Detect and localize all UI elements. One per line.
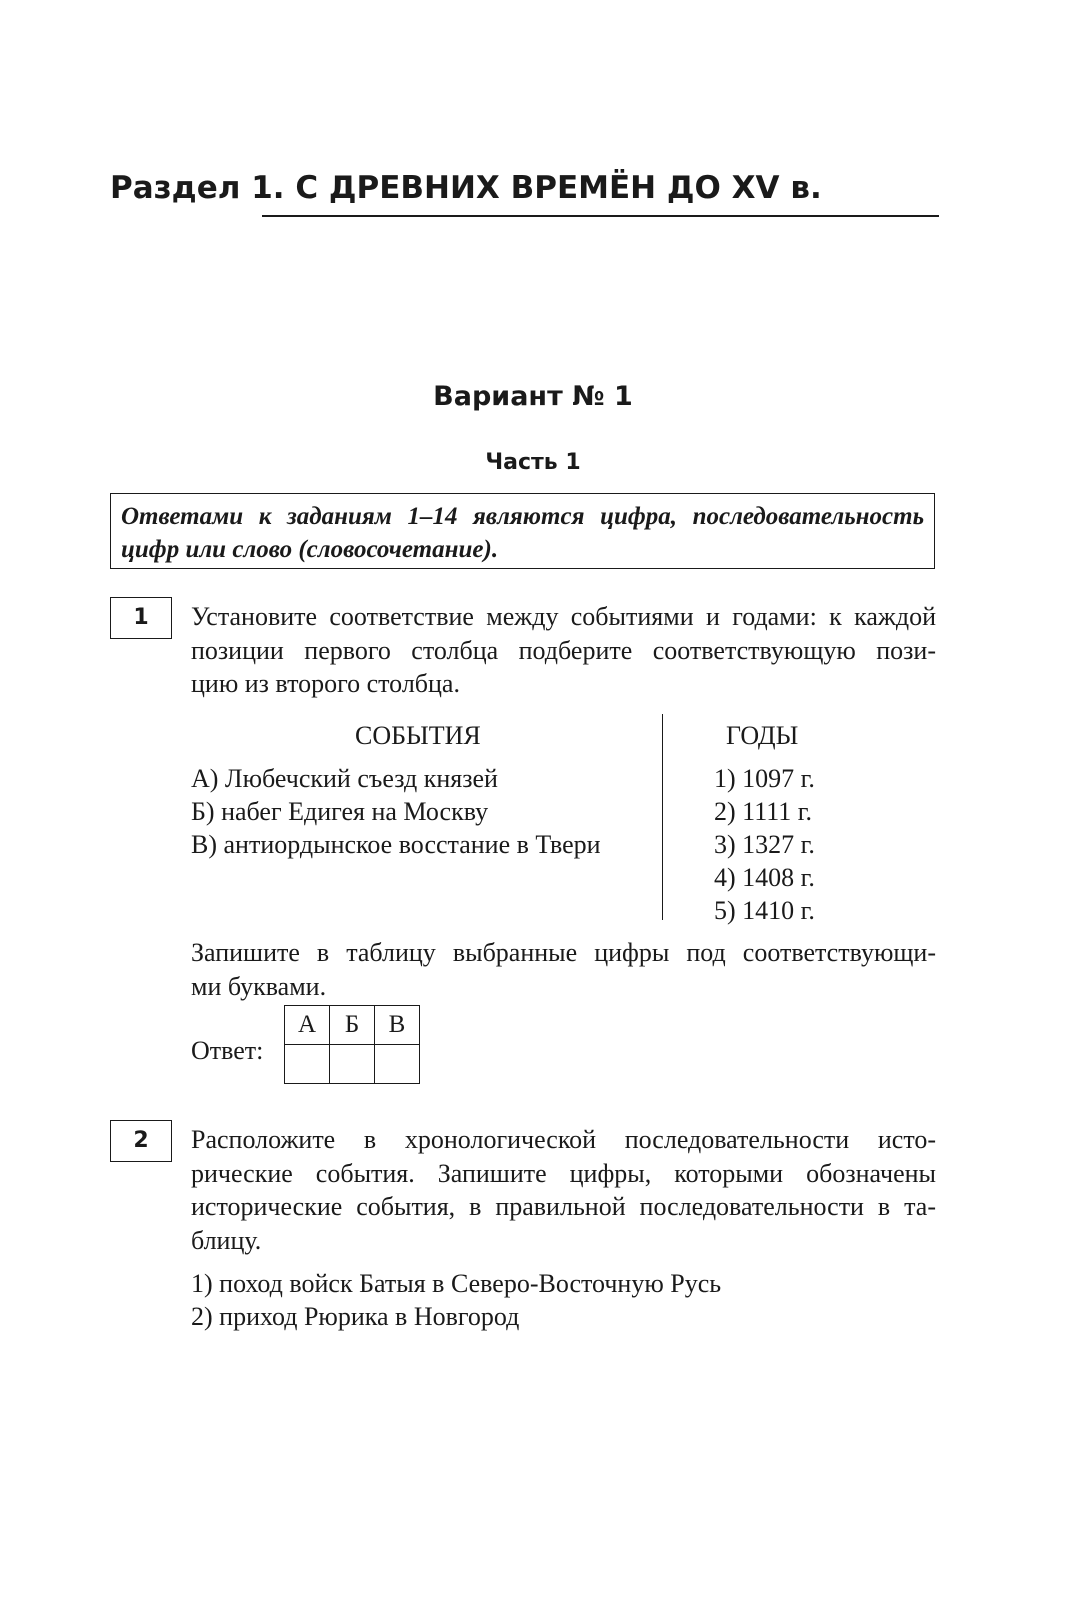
year-item: 5) 1410 г. bbox=[714, 896, 815, 925]
task-1-write-line: ми буквами. bbox=[191, 971, 327, 1001]
task-2-line: Расположите в хронологической последовательности исто- bbox=[191, 1125, 936, 1154]
task-1-line: позиции первого столбца подберите соответствующую пози- bbox=[191, 635, 936, 665]
instructions-box bbox=[110, 493, 935, 569]
task-1-line: Установите соответствие между событиями и годами: к каждой bbox=[191, 602, 936, 631]
year-item: 1) 1097 г. bbox=[714, 764, 815, 793]
years-column-header: ГОДЫ bbox=[726, 721, 799, 750]
variant-title: Вариант № 1 bbox=[433, 381, 633, 412]
task-1-line: цию из второго столбца. bbox=[191, 669, 460, 698]
task-1-statement bbox=[191, 600, 936, 701]
answer-header-cell: Б bbox=[330, 1006, 375, 1045]
task-2-line: блицу. bbox=[191, 1225, 262, 1255]
event-item: А) Любечский съезд князей bbox=[191, 764, 498, 793]
answer-input-cell[interactable] bbox=[375, 1045, 420, 1084]
instructions-line: цифр или слово (словосочетание). bbox=[121, 536, 499, 563]
task-2-statement bbox=[191, 1123, 936, 1257]
task-2-line: рические события. Запишите цифры, которыми обозначены bbox=[191, 1158, 936, 1188]
events-list bbox=[191, 762, 601, 861]
task-2-line: исторические события, в правильной последовательности в та- bbox=[191, 1192, 936, 1221]
years-list bbox=[714, 762, 815, 927]
section-underline bbox=[262, 215, 939, 217]
section-title: Раздел 1. С ДРЕВНИХ ВРЕМЁН ДО XV в. bbox=[110, 170, 822, 206]
task-number-2: 2 bbox=[110, 1120, 172, 1162]
task-2-item: 1) поход войск Батыя в Северо-Восточную Русь bbox=[191, 1269, 722, 1298]
task-2-items bbox=[191, 1267, 721, 1333]
answer-input-cell[interactable] bbox=[330, 1045, 375, 1084]
task-1-write-line: Запишите в таблицу выбранные цифры под соответствующи- bbox=[191, 938, 936, 967]
task-number-1: 1 bbox=[110, 597, 172, 639]
column-divider bbox=[662, 714, 663, 920]
answer-header-cell: А bbox=[285, 1006, 330, 1045]
task-1-write-instruction bbox=[191, 936, 936, 1003]
instructions-line: Ответами к заданиям 1–14 являются цифра, последовательность bbox=[121, 503, 924, 530]
task-2-item: 2) приход Рюрика в Новгород bbox=[191, 1302, 520, 1331]
event-item: Б) набег Едигея на Москву bbox=[191, 797, 489, 826]
part-title: Часть 1 bbox=[485, 450, 581, 475]
answer-table bbox=[284, 1005, 420, 1084]
answer-input-cell[interactable] bbox=[285, 1045, 330, 1084]
event-item: В) антиордынское восстание в Твери bbox=[191, 830, 601, 859]
answer-header-cell: В bbox=[375, 1006, 420, 1045]
year-item: 2) 1111 г. bbox=[714, 797, 812, 826]
year-item: 3) 1327 г. bbox=[714, 830, 815, 859]
year-item: 4) 1408 г. bbox=[714, 863, 815, 892]
answer-label: Ответ: bbox=[191, 1036, 264, 1065]
events-column-header: СОБЫТИЯ bbox=[355, 721, 481, 750]
